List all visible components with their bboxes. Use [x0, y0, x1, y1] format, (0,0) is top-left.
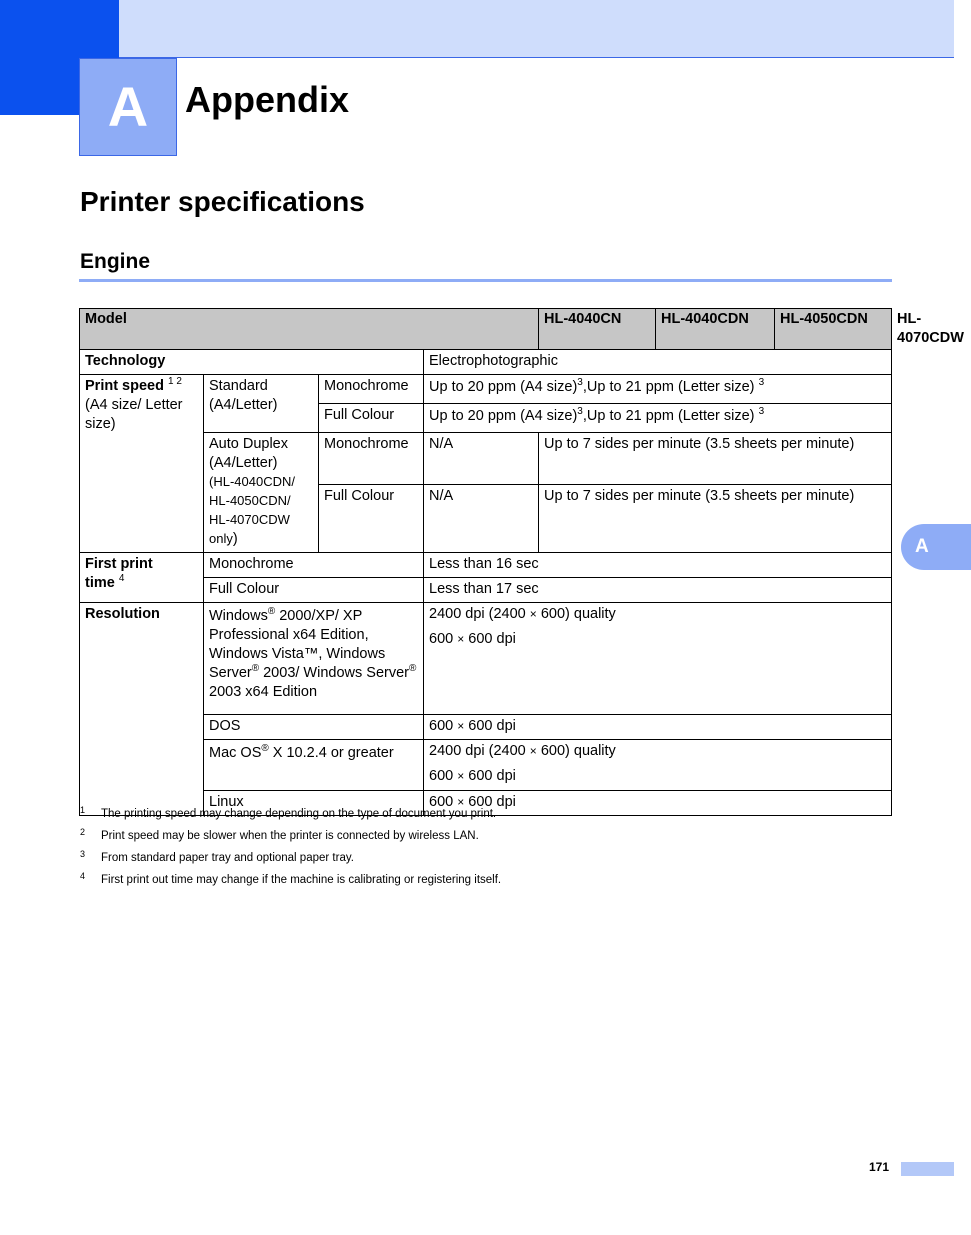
first-print-title-2: time	[85, 575, 115, 591]
times-sign: ×	[457, 795, 465, 809]
resolution-dos-value	[424, 715, 892, 740]
duplex-mono-na: N/A	[424, 433, 539, 485]
standard-mono-letter: ,Up to 21 ppm (Letter size)	[582, 379, 755, 395]
footnote-text: First print out time may change if the machine is calibrating or registering itself.	[101, 874, 502, 886]
dos-dpi-a: 600	[429, 718, 454, 734]
footnote-number: 3	[80, 849, 86, 859]
reg-mark: ®	[261, 743, 269, 755]
model-hl-4040cdn: HL-4040CDN	[656, 309, 775, 350]
table-row-technology	[80, 350, 892, 375]
mac-quality	[429, 742, 886, 761]
page-number-bar	[901, 1162, 954, 1176]
table-row-speed-standard-mono	[80, 375, 892, 404]
standard-mono-a4: Up to 20 ppm (A4 size)	[429, 379, 578, 395]
footnote-number: 4	[80, 871, 86, 881]
mac-quality-b: 600) quality	[540, 743, 616, 759]
footnote-text: Print speed may be slower when the printer is connected by wireless LAN.	[101, 830, 479, 842]
standard-colour-label: Full Colour	[319, 404, 424, 433]
first-print-title: First print	[85, 556, 153, 572]
model-label: Model	[80, 309, 539, 350]
subsection-title: Engine	[80, 250, 151, 273]
first-print-colour-value: Less than 17 sec	[424, 578, 892, 603]
footnote-text: The printing speed may change depending on the type of document you print.	[101, 808, 497, 820]
duplex-colour-label: Full Colour	[319, 484, 424, 552]
print-speed-title: Print speed	[85, 378, 164, 394]
mac-dpi-b: 600 dpi	[468, 768, 516, 784]
duplex-title: Auto Duplex (A4/Letter)	[209, 436, 288, 471]
table-row-resolution-windows	[80, 603, 892, 715]
standard-colour-value	[424, 404, 892, 433]
duplex-label	[204, 433, 319, 553]
duplex-note: (HL-4040CDN/ HL-4050CDN/ HL-4070CDW only	[209, 474, 295, 546]
windows-text-1: Windows	[209, 608, 268, 624]
first-print-label	[80, 553, 204, 603]
technology-label: Technology	[80, 350, 424, 375]
chapter-side-tab[interactable]: A	[901, 524, 971, 570]
first-print-colour-label: Full Colour	[204, 578, 424, 603]
resolution-mac-value	[424, 740, 892, 791]
footnote-ref: 4	[118, 573, 125, 585]
reg-mark: ®	[267, 606, 276, 618]
resolution-windows-label	[204, 603, 424, 715]
linux-dpi-a: 600	[429, 794, 454, 810]
footnote-number: 2	[80, 827, 86, 837]
reg-mark: ®	[409, 663, 417, 675]
windows-quality	[429, 605, 886, 624]
header-band	[0, 0, 954, 58]
windows-text-3: 2003/ Windows Server	[259, 665, 409, 681]
model-hl-4050cdn: HL-4050CDN	[775, 309, 892, 350]
section-title: Printer specifications	[80, 186, 365, 217]
windows-dpi	[429, 630, 886, 649]
mac-quality-a: 2400 dpi (2400	[429, 743, 526, 759]
print-speed-footnote-refs: 1 2	[168, 376, 182, 388]
times-sign: ×	[529, 607, 537, 621]
footnote-ref: 3	[758, 406, 765, 418]
standard-mono-value	[424, 375, 892, 404]
windows-quality-a: 2400 dpi (2400	[429, 606, 526, 622]
standard-label: Standard (A4/Letter)	[204, 375, 319, 433]
footnote-ref: 3	[577, 406, 583, 418]
mac-dpi-a: 600	[429, 768, 454, 784]
windows-dpi-a: 600	[429, 631, 454, 647]
print-speed-subtitle: (A4 size/ Letter size)	[85, 397, 183, 432]
first-print-mono-label: Monochrome	[204, 553, 424, 578]
footnote-ref: 3	[577, 377, 583, 389]
technology-value: Electrophotographic	[424, 350, 892, 375]
dos-dpi-b: 600 dpi	[468, 718, 516, 734]
resolution-linux-label: Linux	[204, 791, 424, 816]
times-sign: ×	[457, 719, 465, 733]
resolution-windows-value	[424, 603, 892, 715]
footnote-ref: 3	[758, 377, 765, 389]
model-hl-4040cn: HL-4040CN	[539, 309, 656, 350]
windows-text-4: 2003 x64 Edition	[209, 684, 318, 700]
windows-text-2: 2000/XP/ XP Professional x64 Edition, Windows Vista™, Windows Server	[209, 608, 386, 681]
standard-colour-letter: ,Up to 21 ppm (Letter size)	[582, 408, 755, 424]
resolution-dos-label: DOS	[204, 715, 424, 740]
resolution-mac-label	[204, 740, 424, 791]
linux-dpi-b: 600 dpi	[468, 794, 516, 810]
standard-colour-a4: Up to 20 ppm (A4 size)	[429, 408, 578, 424]
mac-text-2: X 10.2.4 or greater	[268, 745, 394, 761]
subsection-rule	[79, 279, 892, 282]
standard-mono-label: Monochrome	[319, 375, 424, 404]
mac-dpi	[429, 767, 886, 786]
duplex-mono-value: Up to 7 sides per minute (3.5 sheets per minute)	[539, 433, 892, 485]
duplex-colour-value: Up to 7 sides per minute (3.5 sheets per minute)	[539, 484, 892, 552]
resolution-label: Resolution	[80, 603, 204, 816]
footnote-number: 1	[80, 805, 86, 815]
page-number: 171	[869, 1160, 890, 1174]
table-row-first-print-mono	[80, 553, 892, 578]
times-sign: ×	[529, 744, 537, 758]
footnote-text: From standard paper tray and optional paper tray.	[101, 852, 354, 864]
print-speed-label	[80, 375, 204, 553]
duplex-note-close: )	[232, 531, 238, 547]
reg-mark: ®	[251, 663, 260, 675]
times-sign: ×	[457, 632, 465, 646]
chapter-title: Appendix	[185, 79, 350, 120]
windows-dpi-b: 600 dpi	[468, 631, 516, 647]
engine-spec-table	[79, 308, 964, 816]
chapter-letter: A	[79, 58, 177, 156]
duplex-colour-na: N/A	[424, 484, 539, 552]
mac-text-1: Mac OS	[209, 745, 262, 761]
table-row-model: Model HL-4040CN HL-4040CDN HL-4050CDN HL-4070CDW	[80, 309, 892, 350]
times-sign: ×	[457, 769, 465, 783]
windows-quality-b: 600) quality	[540, 606, 616, 622]
duplex-mono-label: Monochrome	[319, 433, 424, 485]
first-print-mono-value: Less than 16 sec	[424, 553, 892, 578]
